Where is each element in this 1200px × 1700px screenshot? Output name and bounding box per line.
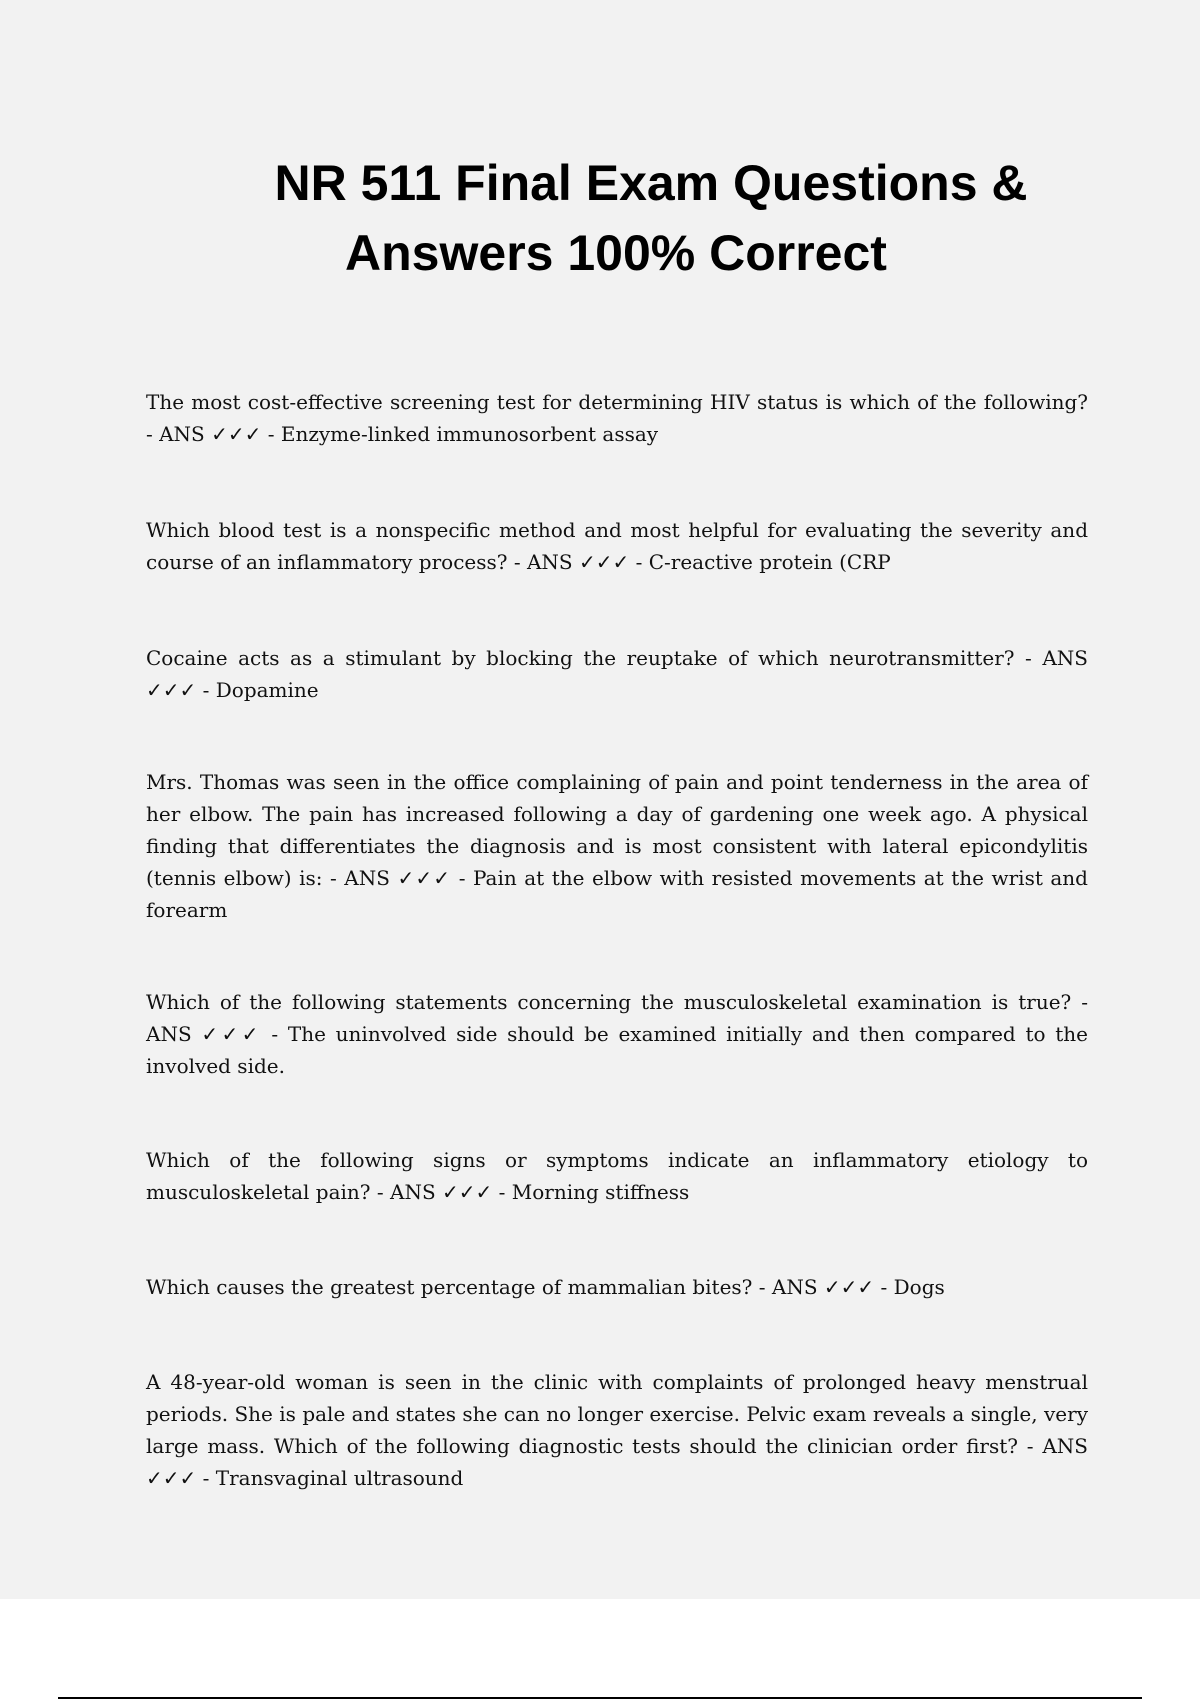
- qa-item-2: Which blood test is a nonspecific method and most helpful for evaluating the severity and course of an inflammatory process? - ANS ✓✓✓ - C-reactive protein (CRP: [146, 518, 1088, 574]
- qa-item-8: A 48-year-old woman is seen in the clinic with complaints of prolonged heavy menstrual periods. She is pale and states she can no longer exercise. Pelvic exam reveals a single, very large mass. Which of the following diagnostic tests should the clinician order first? - ANS ✓✓✓ - Transvaginal ultrasound: [146, 1370, 1088, 1490]
- qa-item-4: Mrs. Thomas was seen in the office complaining of pain and point tenderness in the area of her elbow. The pain has increased following a day of gardening one week ago. A physical finding that differentiates the diagnosis and is most consistent with lateral epicondylitis (tennis elbow) is: - ANS ✓✓✓ - Pain at the elbow with resisted movements at the wrist and forearm: [146, 770, 1088, 922]
- qa-item-6: Which of the following signs or symptoms indicate an inflammatory etiology to musculoskeletal pain? - ANS ✓✓✓ - Morning stiffness: [146, 1148, 1088, 1204]
- qa-item-5: Which of the following statements concerning the musculoskeletal examination is true? - ANS ✓✓✓ - The uninvolved side should be examined initially and then compared to the involved side.: [146, 990, 1088, 1078]
- qa-item-7: Which causes the greatest percentage of mammalian bites? - ANS ✓✓✓ - Dogs: [146, 1275, 945, 1299]
- qa-item-3: Cocaine acts as a stimulant by blocking the reuptake of which neurotransmitter? - ANS ✓✓✓ - Dopamine: [146, 646, 1088, 702]
- title-line-1: NR 511 Final Exam Questions &: [274, 155, 1028, 211]
- title-line-2: Answers 100% Correct: [345, 225, 887, 281]
- question-answer-list: [146, 386, 1088, 1494]
- footer-divider: [58, 1697, 1142, 1699]
- document-title: [0, 148, 1200, 288]
- qa-item-1: The most cost-effective screening test for determining HIV status is which of the following? - ANS ✓✓✓ - Enzyme-linked immunosorbent assay: [146, 390, 1088, 446]
